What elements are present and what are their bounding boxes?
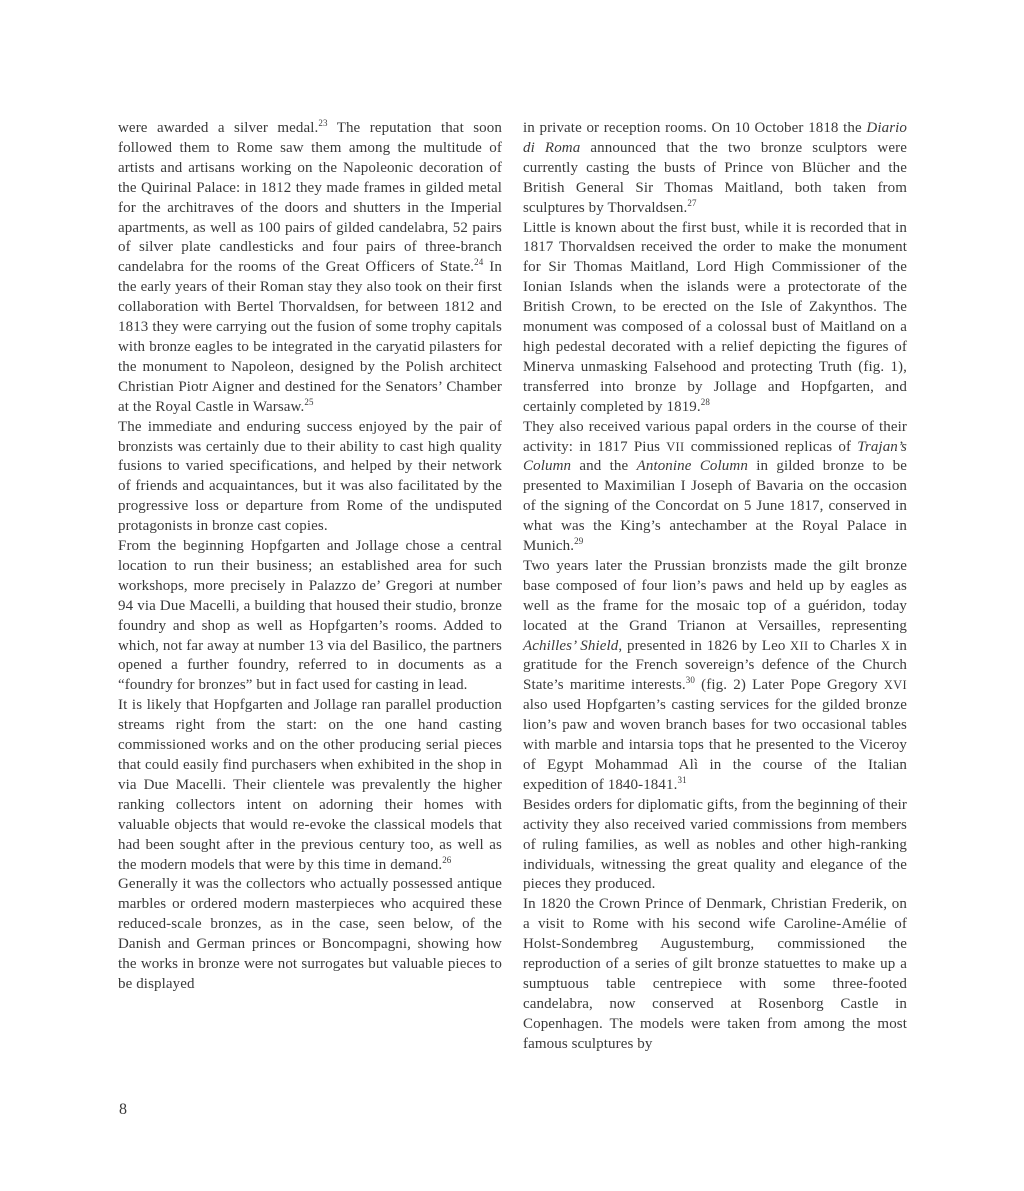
text-run: In the early years of their Roman stay they also took on their first collaboration with Bertel Thorvaldsen, for between 1812 and 1813 they were carrying out the fusion of some trophy capitals with bronze eagles to be integrated in the caryatid pilasters for the monument to Napoleon, designed by the Polish architect Christian Piotr Aigner and destined for the Senators’ Chamber at the Royal Castle in Warsaw. — [118, 259, 502, 415]
paragraph — [523, 796, 907, 896]
footnote-reference: 26 — [442, 854, 452, 865]
roman-numeral: VII — [666, 439, 685, 454]
paragraph — [523, 219, 907, 418]
work-title: Antonine Column — [636, 458, 748, 475]
footnote-reference: 27 — [687, 197, 697, 208]
paragraph — [118, 537, 502, 696]
text-run: to Charles — [808, 637, 882, 654]
text-run: in gilded bronze to be presented to Maximilian I Joseph of Bavaria on the occasion of the signing of the Concordat on 5 June 1817, conserved in what was the King’s antechamber at the Royal Palace in Munich. — [523, 458, 907, 555]
footnote-reference: 30 — [685, 675, 695, 686]
paragraph — [523, 895, 907, 1054]
text-run: In 1820 the Crown Prince of Denmark, Christian Frederik, on a visit to Rome with his second wife Caroline-Amélie of Holst-Sondembreg Augustemburg, commissioned the reproduction of a series of gilt bronze statuettes to make up a sumptuous table centrepiece with some three-footed candelabra, now conserved at Rosenborg Castle in Copenhagen. The models were taken from among the most famous sculptures by — [523, 896, 907, 1052]
footnote-reference: 29 — [574, 536, 584, 547]
text-column-left — [118, 119, 502, 995]
text-run: The immediate and enduring success enjoyed by the pair of bronzists was certainly due to their ability to cast high quality fusions to varied specifications, and helped by their network of friends and acquaintances, but it was also facilitated by the progressive loss or departure from Rome of the undisputed protagonists in bronze cast copies. — [118, 418, 502, 535]
paragraph — [523, 557, 907, 796]
paragraph — [523, 418, 907, 557]
footnote-reference: 24 — [474, 257, 484, 268]
work-title: Trajan’s Column — [523, 438, 907, 475]
footnote-reference: 25 — [304, 396, 314, 407]
text-run: They also received various papal orders in the course of their activity: in 1817 Pius — [523, 418, 907, 455]
roman-numeral: XII — [790, 638, 809, 653]
text-run: also used Hopfgarten’s casting services for the gilded bronze lion’s paw and woven branch bases for two occasional tables with marble and intarsia tops that he presented to the Viceroy of Egypt Mohammad Alì in the course of the Italian expedition of 1840-1841. — [523, 697, 907, 793]
text-run: in private or reception rooms. On 10 October 1818 the — [523, 120, 867, 136]
text-run: commissioned replicas of — [684, 438, 858, 455]
footnote-reference: 23 — [318, 118, 328, 128]
text-run: and the — [571, 458, 637, 475]
footnote-reference: 28 — [700, 396, 710, 407]
text-run: From the beginning Hopfgarten and Jollage chose a central location to run their business; an established area for such workshops, more precisely in Palazzo de’ Gregori at number 94 via Due Macelli, a building that housed their studio, bronze foundry and shop as well as Hopfgarten’s rooms. Added to which, not far away at number 13 via del Basilico, the partners opened a further foundry, referred to in documents as a “foundry for bronzes” but in fact used for casting in lead. — [118, 538, 502, 694]
text-run: , presented in 1826 by Leo — [618, 637, 791, 654]
text-column-right — [523, 119, 907, 1055]
text-run: The reputation that soon followed them to Rome saw them among the multitude of artists and artisans working on the Napoleonic decoration of the Quirinal Palace: in 1812 they made frames in gilded metal for the architraves of the doors and shutters in the Imperial apartments, as well as 100 pairs of gilded candelabra, 52 pairs of silver plate candlesticks and four pairs of three-branch candelabra for the rooms of the Great Officers of State. — [118, 120, 502, 276]
text-run: Two years later the Prussian bronzists made the gilt bronze base composed of four lion’s paws and held up by eagles as well as the frame for the mosaic top of a guéridon, today located at the Grand Trianon at Versailles, representing — [523, 557, 907, 634]
footnote-reference: 31 — [677, 774, 687, 785]
work-title: Diario di Roma — [523, 120, 907, 156]
paragraph — [523, 119, 907, 219]
text-run: Besides orders for diplomatic gifts, from the beginning of their activity they also received varied commissions from members of ruling families, as well as nobles and other high-ranking individuals, witnessing the great quality and elegance of the pieces they produced. — [523, 796, 907, 893]
paragraph — [118, 696, 502, 875]
text-run: It is likely that Hopfgarten and Jollage ran parallel production streams right from the start: on the one hand casting commissioned works and on the other producing serial pieces that could easily find purchasers when exhibited in the shop in via Due Macelli. Their clientele was prevalently the higher ranking collectors intent on adorning their homes with valuable objects that would re-evoke the classical models that had been sought after in the previous century too, as well as the modern models that were by this time in demand. — [118, 697, 502, 873]
paragraph — [118, 875, 502, 994]
text-run: Little is known about the first bust, while it is recorded that in 1817 Thorvaldsen received the order to make the monument for Sir Thomas Maitland, Lord High Commissioner of the Ionian Islands when the islands were a protectorate of the British Crown, to be erected on the Isle of Zakynthos. The monument was composed of a colossal bust of Maitland on a high pedestal decorated with a relief depicting the figures of Minerva unmasking Falsehood and protecting Truth (fig. 1), transferred into bronze by Jollage and Hopfgarten, and certainly completed by 1819. — [523, 219, 907, 415]
roman-numeral: XVI — [883, 678, 907, 693]
roman-numeral: X — [881, 638, 891, 653]
text-run: Generally it was the collectors who actually possessed antique marbles or ordered modern masterpieces who acquired these reduced-scale bronzes, as in the case, seen below, of the Danish and German princes or Boncompagni, showing how the works in bronze were not surrogates but valuable pieces to be displayed — [118, 876, 502, 992]
work-title: Achilles’ Shield — [523, 637, 619, 654]
text-run: (fig. 2) Later Pope Gregory — [694, 677, 884, 694]
text-run: were awarded a silver medal. — [118, 120, 319, 136]
page-number: 8 — [119, 1101, 127, 1118]
paragraph — [118, 418, 502, 537]
paragraph — [118, 119, 502, 418]
text-run: in gratitude for the French sovereign’s defence of the Church State’s maritime interests. — [523, 637, 907, 694]
text-run: announced that the two bronze sculptors were currently casting the busts of Prince von Blücher and the British General Sir Thomas Maitland, both taken from sculptures by Thorvaldsen. — [523, 139, 907, 216]
